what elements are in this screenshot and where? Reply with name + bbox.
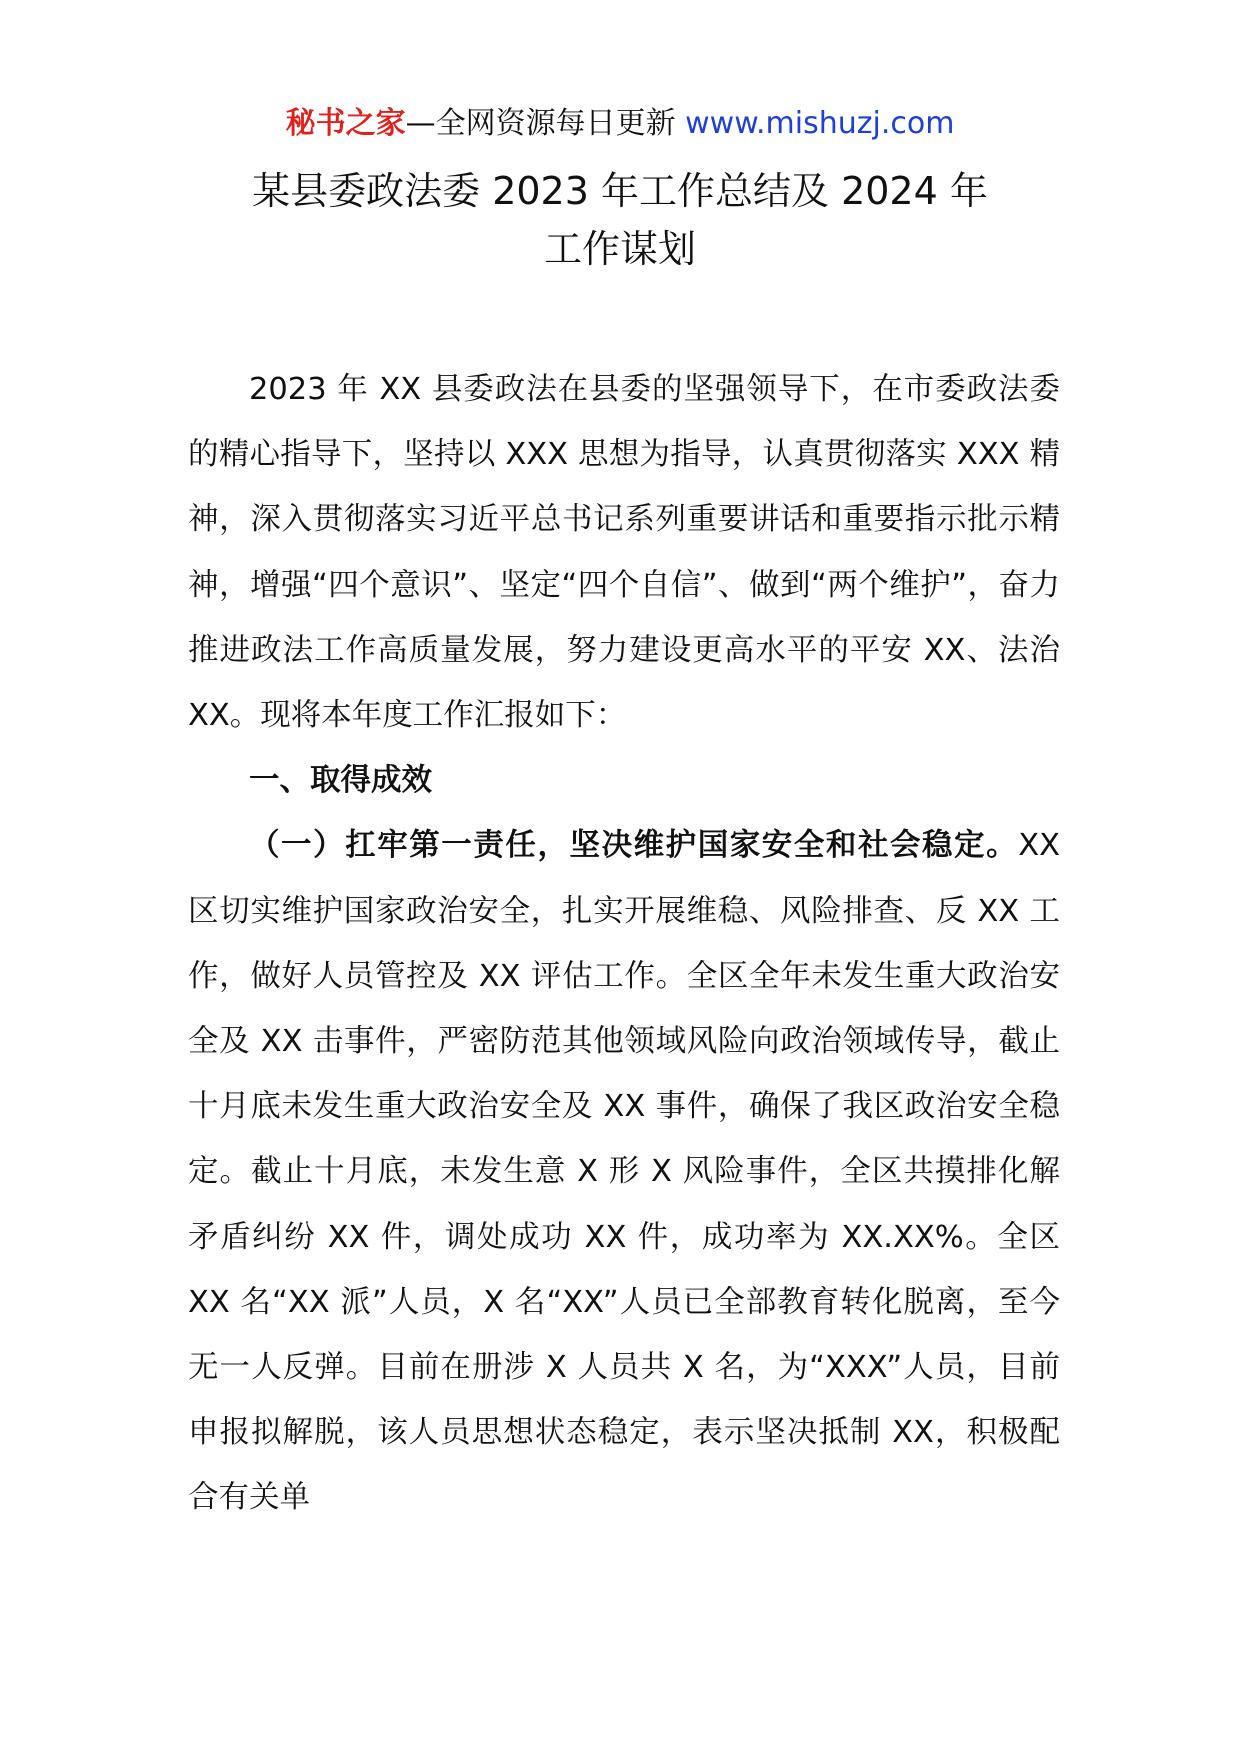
- site-slogan: —全网资源每日更新: [405, 106, 686, 141]
- section-heading: 一、取得成效: [249, 763, 432, 799]
- subsection-paragraph: [188, 813, 1060, 1530]
- document-title: [0, 162, 1240, 278]
- site-header: [0, 100, 1240, 148]
- document-body: [188, 357, 1060, 1531]
- intro-paragraph: 2023 年 XX 县委政法在县委的坚强领导下，在市委政法委的精心指导下，坚持以 XXX 思想为指导，认真贯彻落实 XXX 精神，深入贯彻落实习近平总书记系列重要讲话和重要指示批示精神，增强“四个意识”、坚定“四个自信”、做到“两个维护”，奋力推进政法工作高质量发展，努力建设更高水平的平安 XX、法治 XX。现将本年度工作汇报如下：: [188, 372, 1060, 734]
- site-name: 秘书之家: [285, 106, 406, 141]
- subsection-lead: （一）扛牢第一责任，坚决维护国家安全和社会稳定。: [249, 828, 1019, 864]
- subsection-text: XX 区切实维护国家政治安全，扎实开展维稳、风险排查、反 XX 工作，做好人员管控及 XX 评估工作。全区全年未发生重大政治安全及 XX 击事件，严密防范其他领域风险向政治领域传导，截止十月底未发生重大政治安全及 XX 事件，确保了我区政治安全稳定。截止十月底，未发生意 X 形 X 风险事件，全区共摸排化解矛盾纠纷 XX 件，调处成功 XX 件，成功率为 XX.XX%。全区 XX 名“XX 派”人员，X 名“XX”人员已全部教育转化脱离，至今无一人反弹。目前在册涉 X 人员共 X 名，为“XXX”人员，目前申报拟解脱，该人员思想状态稳定，表示坚决抵制 XX，积极配合有关单: [188, 828, 1060, 1516]
- document-title-line-2: 工作谋划: [543, 227, 696, 271]
- site-url-link[interactable]: www.mishuzj.com: [685, 106, 955, 141]
- document-title-line-1: 某县委政法委 2023 年工作总结及 2024 年: [252, 169, 988, 213]
